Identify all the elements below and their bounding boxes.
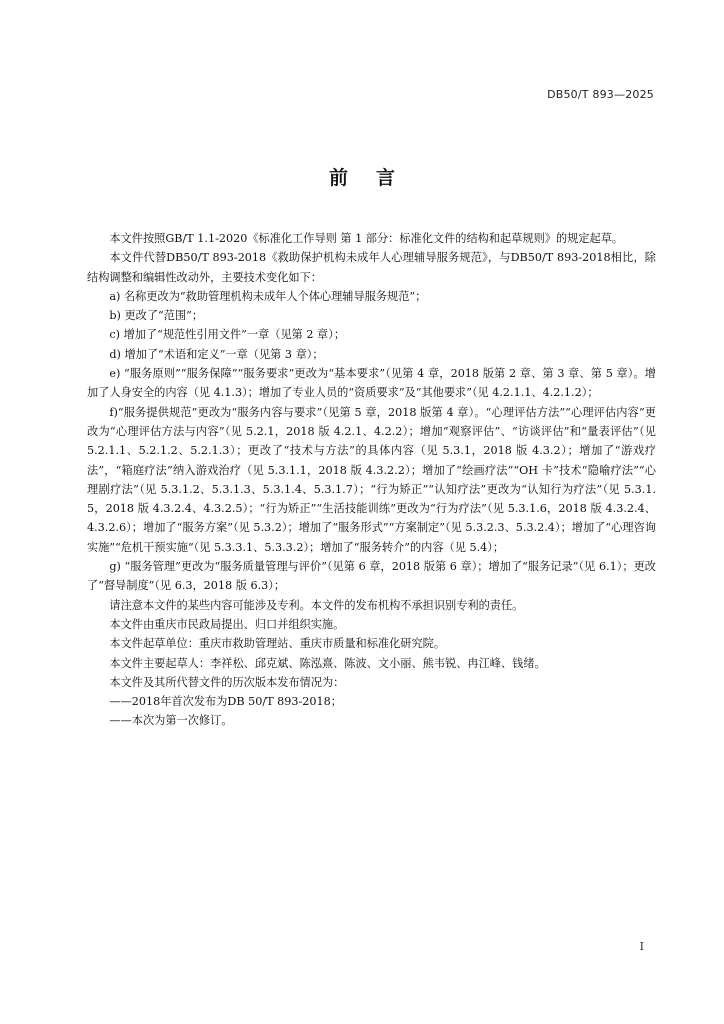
page-title: 前言 xyxy=(328,167,423,189)
paragraph: 本文件由重庆市民政局提出、归口并组织实施。 xyxy=(109,617,345,631)
list-item: ——2018年首次发布为DB 50/T 893-2018； xyxy=(109,695,342,709)
paragraph: 本文件代替DB50/T 893-2018《救助保护机构未成年人心理辅导服务规范》，与DB50/T 893-2018相比，除结构调整和编辑性改动外，主要技术变化如下： xyxy=(87,251,656,284)
paragraph: 请注意本文件的某些内容可能涉及专利。本文件的发布机构不承担识别专利的责任。 xyxy=(109,598,524,612)
list-item: e) “服务原则”“服务保障”“服务要求”更改为“基本要求”（见第 4 章，2018 版第 2 章、第 3 章、第 5 章）。增加了人身安全的内容（见 4.1.3）；增加了专业人员的“资质要求”及“其他要求”（见 4.2.1.1、4.2.1.2）； xyxy=(87,367,656,400)
list-item: ——本次为第一次修订。 xyxy=(109,714,233,728)
paragraph: 本文件按照GB/T 1.1-2020《标准化工作导则 第 1 部分：标准化文件的结构和起草规则》的规定起草。 xyxy=(109,232,624,245)
paragraph: 本文件起草单位：重庆市救助管理站、重庆市质量和标准化研究院。 xyxy=(109,637,446,651)
list-item: a) 名称更改为“救助管理机构未成年人个体心理辅导服务规范”； xyxy=(109,289,427,303)
page-number: I xyxy=(639,940,644,953)
list-item: b) 更改了“范围”； xyxy=(109,309,204,323)
list-item: g) “服务管理”更改为“服务质量管理与评价”（见第 6 章，2018 版第 6 章）；增加了“服务记录”（见 6.1）；更改了“督导制度”（见 6.3，2018 版 6.3）； xyxy=(87,560,656,593)
paragraph: 本文件主要起草人：李祥松、邱克斌、陈泓熹、陈波、文小丽、熊韦锐、冉江峰、钱绪。 xyxy=(109,656,546,670)
preface-body xyxy=(87,229,656,731)
paragraph: 本文件及其所代替文件的历次版本发布情况为： xyxy=(109,675,345,689)
list-item: d) 增加了“术语和定义”一章（见第 3 章）； xyxy=(109,347,324,361)
list-item: c) 增加了“规范性引用文件”一章（见第 2 章）； xyxy=(109,328,346,342)
list-item: f)“服务提供规范”更改为“服务内容与要求”（见第 5 章，2018 版第 4 章）。“心理评估方法”“心理评估内容”更改为“心理评估方法与内容”（见 5.2.1，2018 版 4.2.1、4.2.2）；增加“观察评估”、“访谈评估”和“量表评估”（见 5.2.1.1、5.2.1.2、5.2.1.3）；更改了“技术与方法”的具体内容（见 5.3.1，2018 版 4.3.2）；增加了“游戏疗法”，“箱庭疗法”纳入游戏治疗（见 5.3.1.1，2018 版 4.3.2.2）；增加了“绘画疗法”“OH 卡”技术“隐喻疗法”“心理剧疗法”（见 5.3.1.2、5.3.1.3、5.3.1.4、5.3.1.7）；“行为矫正”“认知疗法”更改为“认知行为疗法”（见 5.3.1.5，2018 版 4.3.2.4、4.3.2.5）；“行为矫正”“生活技能训练”更改为“行为疗法”（见 5.3.1.6，2018 版 4.3.2.4、4.3.2.6）；增加了“服务方案”（见 5.3.2）；增加了“服务形式”“方案制定”（见 5.3.2.3、5.3.2.4）；增加了“心理咨询实施”“危机干预实施”（见 5.3.3.1、5.3.3.2）；增加了“服务转介”的内容（见 5.4）； xyxy=(87,405,656,554)
standard-code: DB50/T 893—2025 xyxy=(547,88,654,101)
